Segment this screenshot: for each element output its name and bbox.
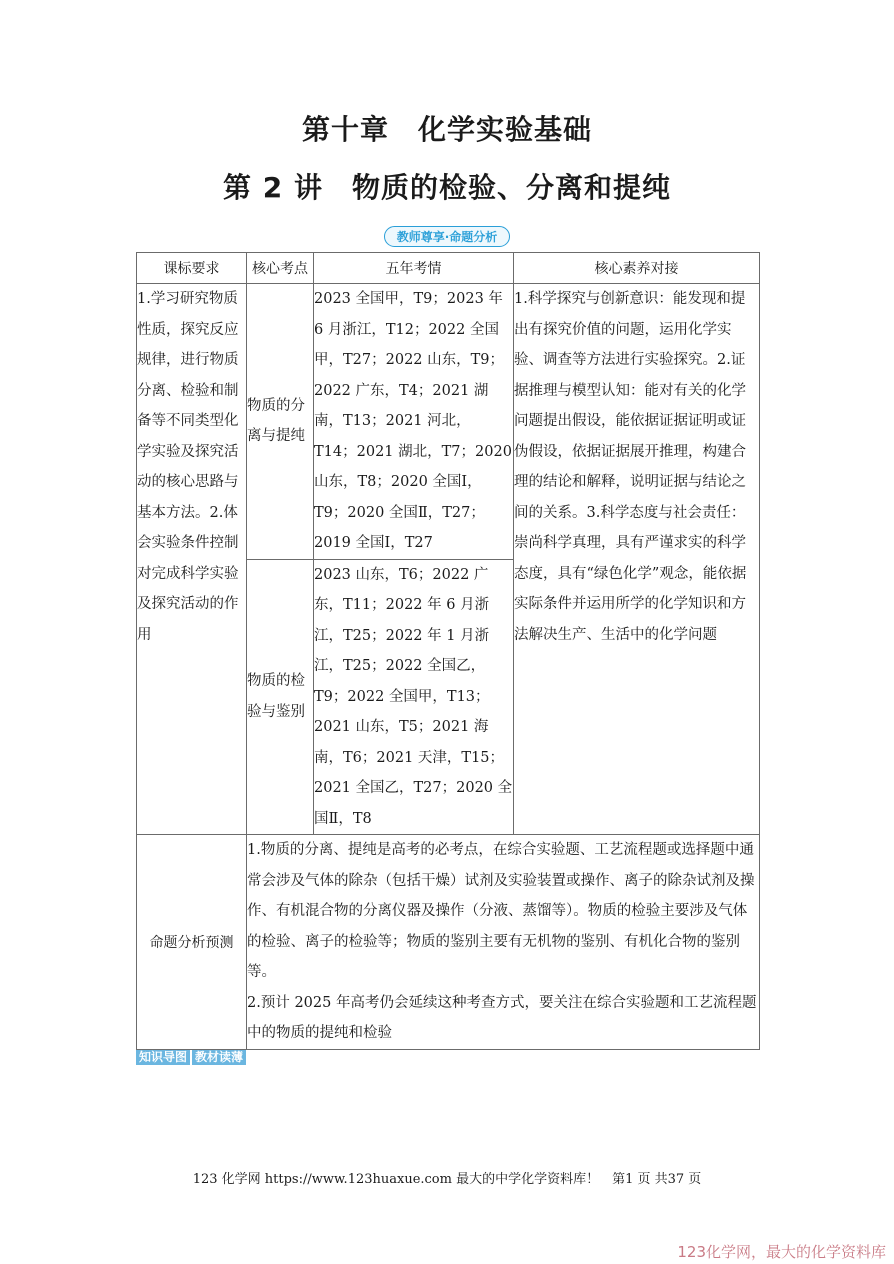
prediction-cell xyxy=(247,835,760,1050)
header-topic: 核心考点 xyxy=(247,253,314,284)
header-requirement: 课标要求 xyxy=(137,253,247,284)
header-literacy: 核心素养对接 xyxy=(514,253,760,284)
knowledge-map-tag: 知识导图 xyxy=(136,1050,190,1065)
requirement-text: 1.学习研究物质性质，探究反应规律，进行物质分离、检验和制备等不同类型化学实验及探究活动的核心思路与基本方法。2.体会实验条件控制对完成科学实验及探究活动的作用 xyxy=(137,291,239,643)
watermark: 123化学网，最大的化学资料库 xyxy=(677,1243,886,1261)
years-cell xyxy=(314,284,514,560)
header-years: 五年考情 xyxy=(314,253,514,284)
chapter-title: 第十章 化学实验基础 xyxy=(301,113,592,146)
literacy-cell xyxy=(514,284,760,835)
table-header-row xyxy=(137,253,760,284)
table-row xyxy=(137,284,760,560)
prediction-row xyxy=(137,835,760,1050)
years-separation: 2023 全国甲，T9；2023 年 6 月浙江，T12；2022 全国甲，T27；2022 山东，T9；2022 广东，T4；2021 湖南，T13；2021 河北，T14；2021 湖北，T7；2020 山东，T8；2020 全国Ⅰ，T9；2020 全国Ⅱ，T27；2019 全国Ⅰ，T27 xyxy=(314,291,512,551)
topic-cell xyxy=(247,559,314,835)
topic-cell xyxy=(247,284,314,560)
teacher-badge: 教师尊享·命题分析 xyxy=(384,226,511,247)
lecture-title: 第 2 讲 物质的检验、分离和提纯 xyxy=(223,171,671,204)
years-identification: 2023 山东，T6；2022 广东，T11；2022 年 6 月浙江，T25；2022 年 1 月浙江，T25；2022 全国乙，T9；2022 全国甲，T13；2021 山东，T5；2021 海南，T6；2021 天津，T15；2021 全国乙，T27；2020 全国Ⅱ，T8 xyxy=(314,566,513,827)
topic-separation: 物质的分离与提纯 xyxy=(247,397,305,445)
prediction-paragraph: 1.物质的分离、提纯是高考的必考点，在综合实验题、工艺流程题或选择题中通常会涉及气体的除杂（包括干燥）试剂及实验装置或操作、离子的除杂试剂及操作、有机混合物的分离仪器及操作（分液、蒸馏等）。物质的检验主要涉及气体的检验、离子的检验等；物质的鉴别主要有无机物的鉴别、有机化合物的鉴别等。 xyxy=(247,842,755,980)
section-tags xyxy=(136,1050,246,1065)
literacy-text: 1.科学探究与创新意识：能发现和提出有探究价值的问题，运用化学实验、调查等方法进行实验探究。2.证据推理与模型认知：能对有关的化学问题提出假设，能依据证据证明或证伪假设，依据证据展开推理，构建合理的结论和解释，说明证据与结论之间的关系。3.科学态度与社会责任：崇尚科学真理，具有严谨求实的科学态度，具有“绿色化学”观念，能依据实际条件并运用所学的化学知识和方法解决生产、生活中的化学问题 xyxy=(514,291,747,643)
years-cell xyxy=(314,559,514,835)
badge-container xyxy=(0,226,894,247)
requirement-cell xyxy=(137,284,247,835)
prediction-label: 命题分析预测 xyxy=(137,835,247,1050)
analysis-table xyxy=(136,252,760,1050)
topic-identification: 物质的检验与鉴别 xyxy=(247,673,305,720)
textbook-tag: 教材读薄 xyxy=(192,1050,246,1065)
page-footer: 123 化学网 https://www.123huaxue.com 最大的中学化学资料库！ 第1 页 共37 页 xyxy=(192,1172,702,1187)
prediction-paragraph: 2.预计 2025 年高考仍会延续这种考查方式，要关注在综合实验题和工艺流程题中的物质的提纯和检验 xyxy=(247,994,757,1041)
